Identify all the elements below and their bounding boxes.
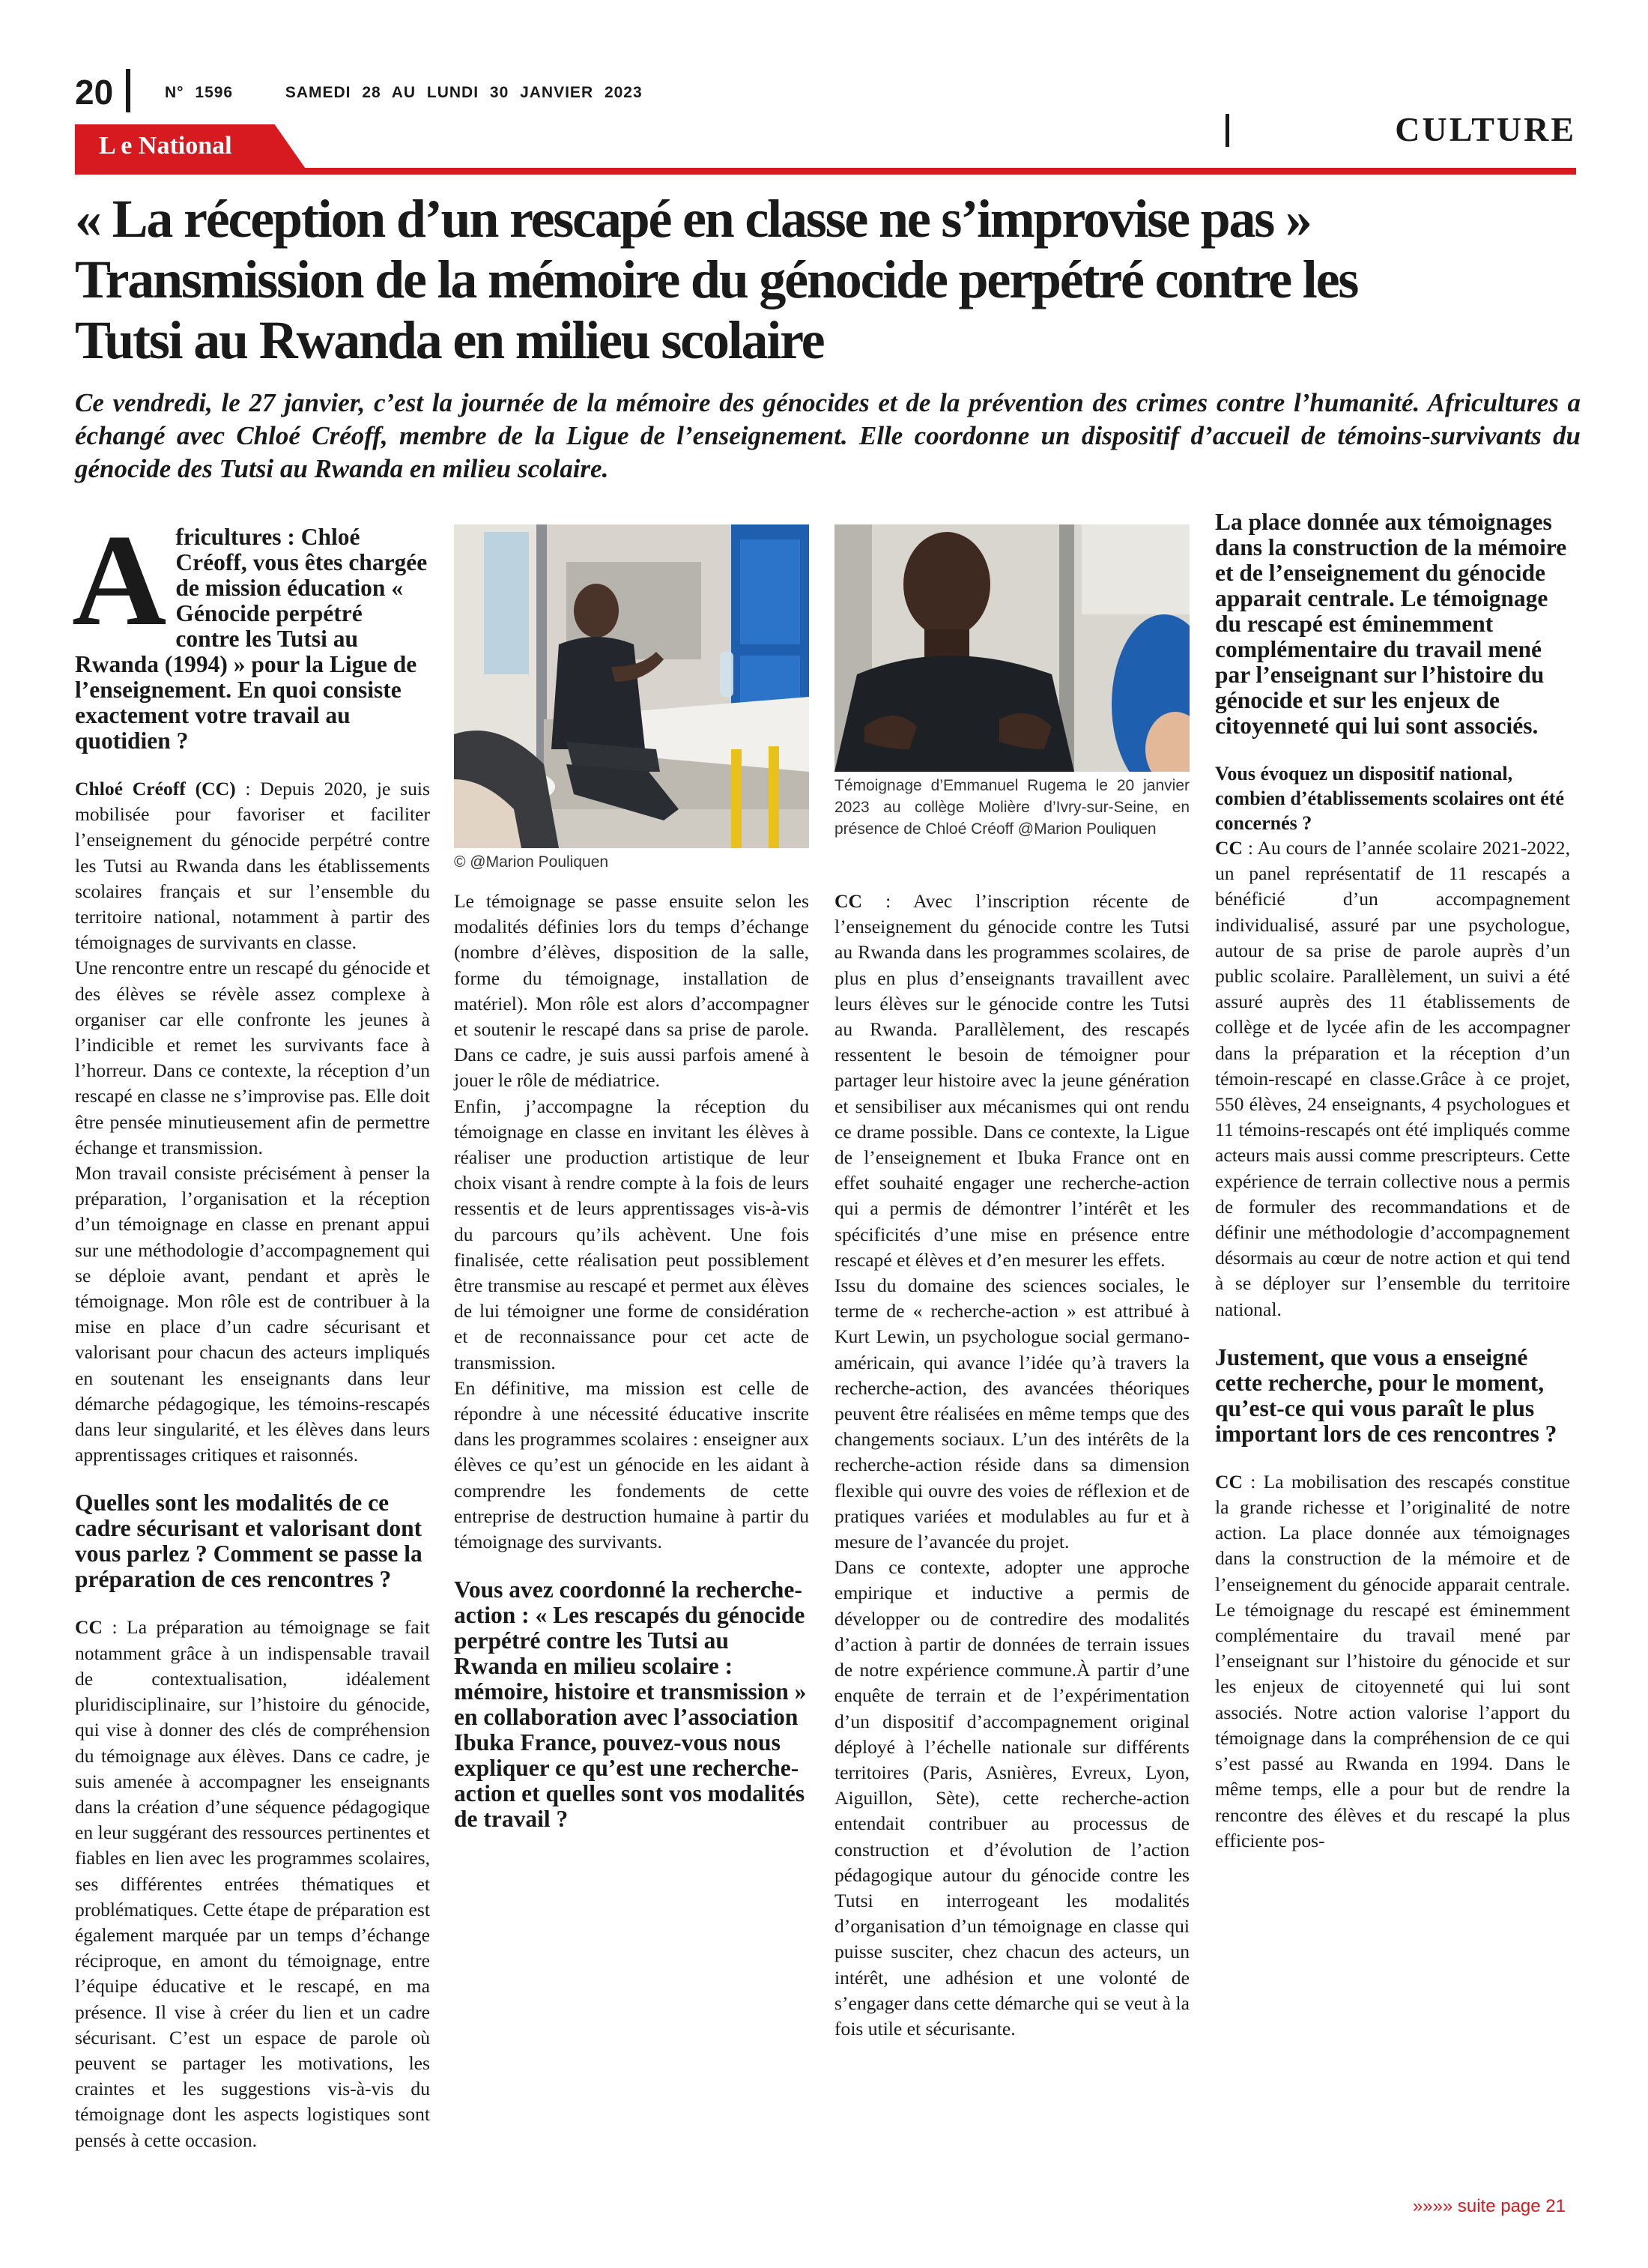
question-1: fricultures : Chloé Créoff, vous êtes chargée de mission éducation « Génocide perpétré contre les Tutsi au Rwanda (1994) » pour la Ligue de l’enseignement. En quoi consiste exactement votre travail au quotidien ?: [75, 524, 428, 754]
photo-illustration: [834, 524, 1190, 772]
newspaper-brand: L e National: [99, 132, 232, 160]
answer-4-paragraph: CC : Au cours de l’année scolaire 2021-2022, un panel représentatif de 11 rescapés a bénéficié d’un accompagnement individualisé, assuré par une psychologue, autour de sa prise de parole auprès d’un public scolaire. Parallèlement, un suivi a été assuré auprès des 11 établissements de collège et de lycée afin de les accompagner dans la préparation et la réception d’un témoin-rescapé en classe.Grâce à ce projet, 550 élèves, 24 enseignants, 4 psychologues et 11 témoins-rescapés ont été impliqués comme acteurs mais aussi comme prescripteurs. Cette expérience de terrain collective nous a permis de formuler des recommandations et de définir une méthodologie d’accompagnement désormais au cœur de notre action et qui tend à se déployer sur l’ensemble du territoire national.: [1215, 837, 1570, 1320]
column-1: [72, 507, 431, 2268]
answer-1-paragraph: Une rencontre entre un rescapé du génocide et des élèves se révèle assez complexe à organiser car elle confronte les jeunes à l’indicible et remet les survivants face à l’horreur. Dans ce contexte, la réception d’un rescapé en classe ne s’improvise pas. Elle doit être pensée minutieusement afin de permettre échange et transmission.: [75, 957, 430, 1158]
answer-2-paragraph: CC : La préparation au témoignage se fait notamment grâce à un indispensable travail de contextualisation, idéalement pluridisciplinaire, sur l’histoire du génocide, qui vise à donner des clés de compréhension du témoignage aux élèves. Dans ce cadre, je suis amenée à accompagner les enseignants dans la création d’une séquence pédagogique en leur suggérant des ressources pertinentes et fiables en lien avec les programmes scolaires, ses différentes entrées thématiques et problématiques. Cette étape de préparation est également marquée par un temps d’échange réciproque, en amont du témoignage, entre l’équipe éducative et le rescapé, en ma présence. Il vise à créer du lien et un cadre sécurisant. C’est un espace de parole où peuvent se partager les motivations, les craintes et les suggestions vis-à-vis du témoignage dont les aspects logistiques sont pensés à cette occasion.: [75, 1616, 430, 2151]
standfirst: Ce vendredi, le 27 janvier, c’est la journée de la mémoire des génocides et de la prévention des crimes contre l’humanité. Africultures a échangé avec Chloé Créoff, membre de la Ligue de l’enseignement. Elle coordonne un dispositif d’accueil de témoins-survivants du génocide des Tutsi au Rwanda en milieu scolaire.: [75, 388, 1581, 483]
page-number: 20: [75, 73, 114, 112]
answer-3-paragraph: CC : Avec l’inscription récente de l’enseignement du génocide contre les Tutsi au Rwanda dans les programmes scolaires, de plus en plus d’enseignants travaillent avec leurs élèves sur le génocide contre les Tutsi au Rwanda. Parallèlement, des rescapés ressentent le besoin de témoigner pour partager leur histoire avec la jeune génération et sensibiliser aux mécanismes qui ont rendu ce drame possible. Dans ce contexte, la Ligue de l’enseignement et Ibuka France ont en effet souhaité engager une recherche-action qui a permis de démontrer l’intérêt et les spécificités d’une mise en présence entre rescapé et élèves et d’en mesurer les effets.: [834, 890, 1190, 1271]
interview-photo-1: [454, 524, 809, 848]
issue-date: SAMEDI 28 AU LUNDI 30 JANVIER 2023: [285, 84, 643, 101]
interview-photo-2: [834, 524, 1190, 772]
answer-1-paragraph: Chloé Créoff (CC) : Depuis 2020, je suis mobilisée pour favoriser et faciliter l’enseignement du génocide perpétré contre les Tutsi au Rwanda dans les établissements scolaires français et sur l’ensemble du territoire national, notamment à partir des témoignages de survivants en classe.: [75, 778, 431, 954]
answer-2-paragraph: Enfin, j’accompagne la réception du témoignage en classe en invitant les élèves à réaliser une production artistique de leur choix visant à rendre compte à la fois de leurs ressentis et de leurs apprentissages vis-à-vis du parcours qu’ils achèvent. Une fois finalisée, cette réalisation peut possiblement être transmise au rescapé et permet aux élèves de lui témoigner une forme de considération et de reconnaissance pour cet acte de transmission.: [454, 1095, 809, 1373]
answer-1-paragraph: Mon travail consiste précisément à penser la préparation, l’organisation et la réception d’un témoignage en classe en prenant appui sur une méthodologie d’accompagnement qui se déploie avant, pendant et après le témoignage. Mon rôle est de contribuer à la mise en place d’un cadre sécurisant et valorisant pour chacun des acteurs impliqués en soutenant les enseignants dans leur démarche pédagogique, les témoins-rescapés dans leur singularité, et les élèves dans leurs apprentissages critiques et raisonnés.: [75, 1162, 430, 1466]
headline-line: « La réception d’un rescapé en classe ne s’improvise pas »: [75, 189, 1311, 249]
page-number-divider: [126, 69, 130, 112]
headline-line: Tutsi au Rwanda en milieu scolaire: [75, 310, 824, 370]
headline-line: Transmission de la mémoire du génocide perpétré contre les: [75, 250, 1358, 309]
column-2: [454, 889, 809, 1832]
speaker-name: Chloé Créoff (CC): [75, 778, 236, 799]
drop-cap: A: [72, 507, 167, 653]
speaker-name: CC: [834, 890, 862, 912]
answer-2-paragraph: Le témoignage se passe ensuite selon les modalités définies lors du temps d’échange (nombre d’élèves, disposition de la salle, forme du témoignage, installation de matériel). Mon rôle est alors d’accompagner et soutenir le rescapé dans sa prise de parole. Dans ce cadre, je suis aussi parfois amené à jouer le rôle de médiatrice.: [454, 890, 809, 1092]
section-label: CULTURE: [1395, 110, 1576, 148]
section-divider: [1226, 114, 1229, 147]
issue-date-line: [165, 84, 643, 102]
column-4: [1215, 509, 1570, 1854]
photo-2-caption: Témoignage d’Emmanuel Rugema le 20 janvier 2023 au collège Molière d’Ivry-sur-Seine, en présence de Chloé Créoff @Marion Pouliquen: [834, 777, 1190, 838]
header-rule: [75, 168, 1576, 175]
photo-illustration: [454, 524, 809, 848]
answer-5-paragraph: CC : La mobilisation des rescapés constitue la grande richesse et l’originalité de notre action. La place donnée aux témoignages dans la construction de la mémoire et de l’enseignement du génocide apparait centrale. Le témoignage du rescapé est éminemment complémentaire du travail mené par l’enseignant sur l’histoire du génocide et sur les enjeux de citoyenneté qui lui sont associés. Notre action valorise l’apport du témoignage dans la compréhension de ce qui s’est passé au Rwanda en 1994. Dans le même temps, elle a pour but de rendre la rencontre des élèves et du rescapé la plus efficiente pos-: [1215, 1470, 1570, 1851]
answer-2-paragraph: En définitive, ma mission est celle de répondre à une nécessité éducative inscrite dans les programmes scolaires : enseigner aux élèves ce qu’est un génocide en les aidant à comprendre les fondements de cette entreprise de destruction humaine à partir du témoignage des survivants.: [454, 1376, 809, 1553]
issue-number: N° 1596: [165, 84, 234, 101]
question-4: Vous évoquez un dispositif national, combien d’établissements scolaires ont été concernés ?: [1215, 763, 1565, 834]
column-3: [834, 889, 1190, 2042]
speaker-name: CC: [1215, 1470, 1243, 1493]
answer-3-paragraph: Dans ce contexte, adopter une approche empirique et inductive a permis de développer ou de contredire des modalités d’action à partir de données de terrain issues de notre expérience commune.À partir d’une enquête de terrain et de l’expérimentation d’un dispositif d’accompagnement original déployé à l’échelle nationale sur différents territoires (Paris, Asnières, Evreux, Lyon, Aiguillon, Sète), cette recherche-action entendait contribuer au processus de construction et d’évolution de l’action pédagogique autour du génocide contre les Tutsi en interrogeant les modalités d’organisation d’un témoignage en classe qui puisse susciter, chez chacun des acteurs, un intérêt, une adhésion et une volonté de s’engager dans cette démarche qui se veut à la fois utile et sécurisante.: [834, 1556, 1190, 2039]
answer-3-paragraph: Issu du domaine des sciences sociales, le terme de « recherche-action » est attribué à Kurt Lewin, un psychologue social germano-américain, qui avance l’idée qu’à travers la recherche-action, des avancées théoriques peuvent être réalisées en même temps que des changements sociaux. L’un des intérêts de la recherche-action réside dans sa dimension flexible qui ouvre des voies de réflexion et de pratiques variées et modulables au fur et à mesure de l’avancée du projet.: [834, 1274, 1190, 1553]
photo-1-caption: © @Marion Pouliquen: [454, 853, 609, 871]
pull-quote: La place donnée aux témoignages dans la construction de la mémoire et de l’enseignement du génocide apparait centrale. Le témoignage du rescapé est éminemment complémentaire du travail mené par l’enseignant sur l’histoire du génocide et sur les enjeux de citoyenneté qui lui sont associés.: [1215, 509, 1567, 739]
headline: [75, 189, 1588, 371]
speaker-name: CC: [1215, 837, 1243, 859]
question-2: Quelles sont les modalités de ce cadre sécurisant et valorisant dont vous parlez ? Comment se passe la préparation de ces rencontres ?: [75, 1490, 422, 1593]
continued-on-page-link[interactable]: »»»» suite page 21: [1412, 2196, 1566, 2216]
speaker-name: CC: [75, 1616, 103, 1639]
question-3: Vous avez coordonné la recherche-action : « Les rescapés du génocide perpétré contre les Tutsi au Rwanda en milieu scolaire : mémoire, histoire et transmission » en collaboration avec l’association Ibuka France, pouvez-vous nous expliquer ce qu’est une recherche-action et quelles sont vos modalités de travail ?: [454, 1576, 807, 1833]
question-5: Justement, que vous a enseigné cette recherche, pour le moment, qu’est-ce qui vous paraît le plus important lors de ces rencontres ?: [1215, 1343, 1557, 1447]
